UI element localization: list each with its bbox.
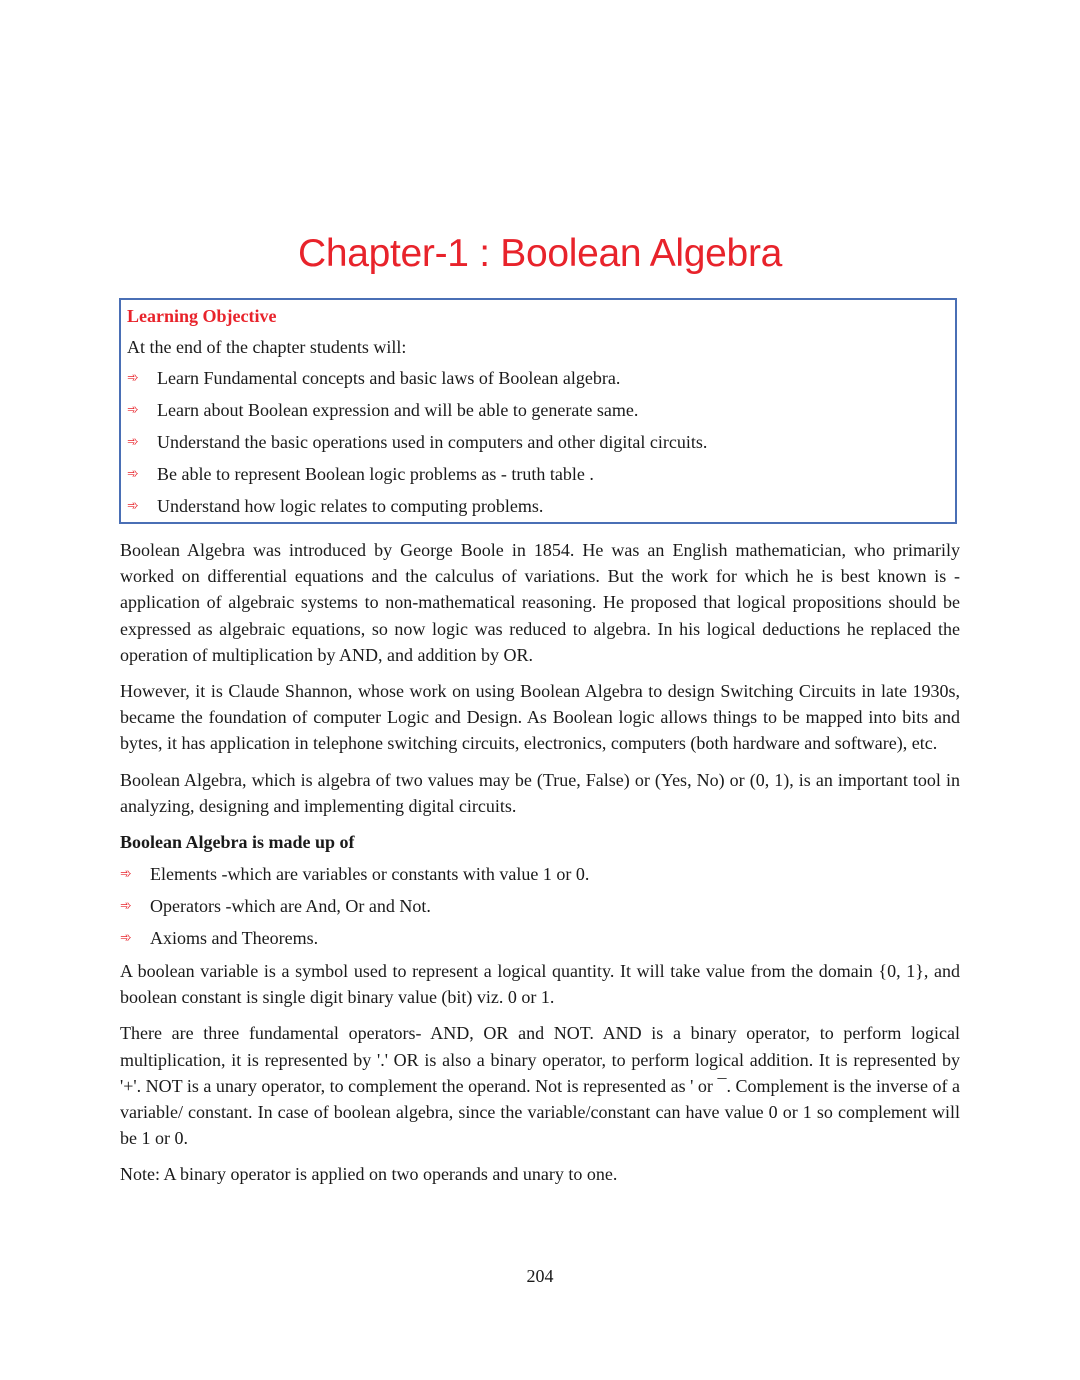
list-item xyxy=(127,458,955,490)
objective-heading: Learning Objective xyxy=(127,306,277,326)
page-number: 204 xyxy=(526,1266,554,1286)
paragraph-variable: A boolean variable is a symbol used to represent a logical quantity. It will take value from the domain {0, 1}, and boolean constant is single digit binary value (bit) viz. 0 or 1. xyxy=(120,961,960,1008)
objective-item-text: Learn Fundamental concepts and basic laws of Boolean algebra. xyxy=(157,367,621,388)
objective-item-text: Understand how logic relates to computing problems. xyxy=(157,495,544,516)
arrow-bullet-icon: ➾ xyxy=(127,370,139,386)
list-item xyxy=(120,890,960,922)
list-item xyxy=(120,858,960,890)
objective-list xyxy=(127,362,955,522)
list-item xyxy=(127,490,955,522)
objective-item-text: Understand the basic operations used in computers and other digital circuits. xyxy=(157,431,708,452)
arrow-bullet-icon: ➾ xyxy=(120,898,132,915)
made-up-item-text: Axioms and Theorems. xyxy=(150,927,319,948)
paragraph-history: Boolean Algebra was introduced by George Boole in 1854. He was an English mathematician, who primarily worked on differential equations and the calculus of variations. But the work for which he is best known is -application of algebraic systems to non-mathematical reasoning. He proposed that logical propositions should be expressed as algebraic equations, so now logic was reduced to algebra. In his logical deductions he replaced the operation of multiplication by AND, and addition by OR. xyxy=(120,540,960,665)
paragraph-shannon: However, it is Claude Shannon, whose work on using Boolean Algebra to design Switching Circuits in late 1930s, became the foundation of computer Logic and Design. As Boolean logic allows things to be mapped into bits and bytes, it has application in telephone switching circuits, electronics, computers (both hardware and software), etc. xyxy=(120,681,960,754)
arrow-bullet-icon: ➾ xyxy=(127,498,139,514)
made-up-heading: Boolean Algebra is made up of xyxy=(120,832,355,853)
arrow-bullet-icon: ➾ xyxy=(127,466,139,482)
made-up-list xyxy=(120,858,960,954)
arrow-bullet-icon: ➾ xyxy=(127,434,139,450)
chapter-title: Chapter-1 : Boolean Algebra xyxy=(297,232,783,275)
list-item xyxy=(127,394,955,426)
list-item xyxy=(127,426,955,458)
arrow-bullet-icon: ➾ xyxy=(127,402,139,418)
arrow-bullet-icon: ➾ xyxy=(120,866,132,883)
made-up-item-text: Operators -which are And, Or and Not. xyxy=(150,895,431,916)
objective-item-text: Learn about Boolean expression and will be able to generate same. xyxy=(157,399,639,420)
list-item xyxy=(120,922,960,954)
paragraph-definition: Boolean Algebra, which is algebra of two values may be (True, False) or (Yes, No) or (0, 1), is an important tool in analyzing, designing and implementing digital circuits. xyxy=(120,769,960,816)
learning-objective-box xyxy=(119,298,957,524)
body-content xyxy=(120,537,960,1198)
objective-intro: At the end of the chapter students will: xyxy=(127,337,407,357)
paragraph-note: Note: A binary operator is applied on two operands and unary to one. xyxy=(120,1164,618,1185)
list-item xyxy=(127,362,955,394)
made-up-item-text: Elements -which are variables or constants with value 1 or 0. xyxy=(150,863,590,884)
objective-item-text: Be able to represent Boolean logic problems as - truth table . xyxy=(157,463,594,484)
paragraph-operators: There are three fundamental operators- AND, OR and NOT. AND is a binary operator, to perform logical multiplication, it is represented by '.' OR is also a binary operator, to perform logical addition. It is represented by '+'. NOT is a unary operator, to complement the operand. Not is represented as ' or ¯. Complement is the inverse of a variable/ constant. In case of boolean algebra, since the variable/constant can have value 0 or 1 so complement will be 1 or 0. xyxy=(120,1023,960,1149)
arrow-bullet-icon: ➾ xyxy=(120,930,132,947)
